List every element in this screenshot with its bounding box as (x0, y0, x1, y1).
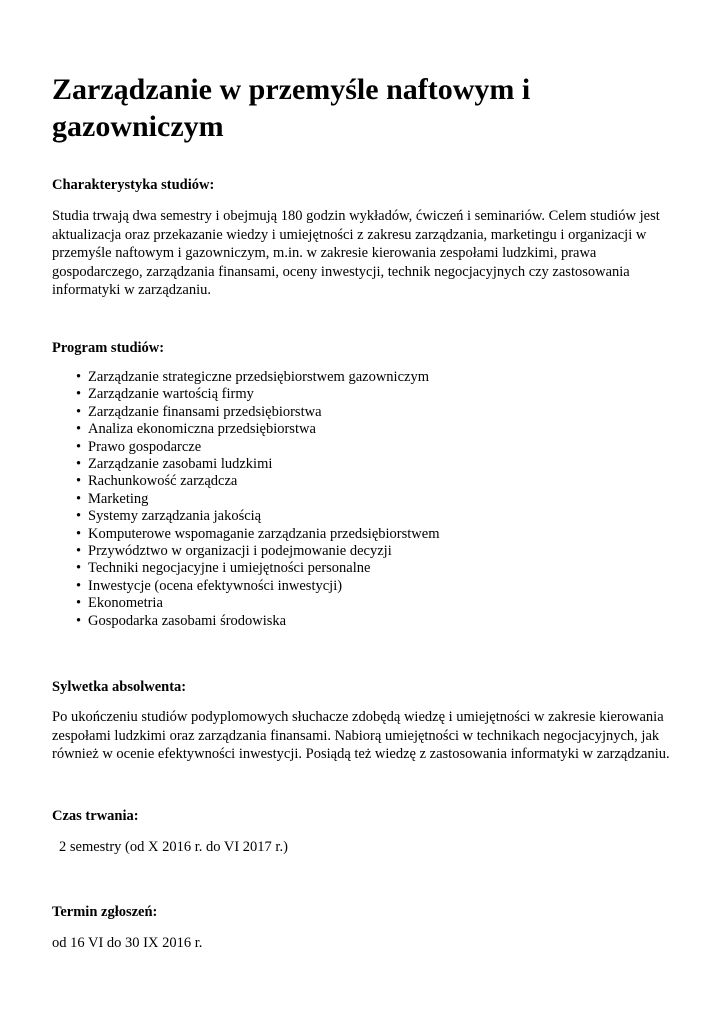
list-item-label: Marketing (88, 490, 149, 507)
bullet-icon: • (76, 612, 82, 629)
list-item-label: Inwestycje (ocena efektywności inwestycji) (88, 577, 343, 594)
list-item-label: Systemy zarządzania jakością (88, 508, 262, 525)
list-item (76, 369, 439, 386)
list-item (76, 473, 439, 490)
document-title: Zarządzanie w przemyśle naftowym i gazowniczym (52, 73, 531, 143)
program-heading: Program studiów: (52, 340, 165, 356)
bullet-icon: • (76, 438, 82, 455)
bullet-icon: • (76, 543, 82, 560)
list-item-label: Zarządzanie wartością firmy (88, 386, 254, 403)
list-item (76, 386, 439, 403)
bullet-icon: • (76, 473, 82, 490)
characteristics-heading: Charakterystyka studiów: (52, 177, 215, 193)
list-item-label: Ekonometria (88, 595, 163, 612)
bullet-icon: • (76, 490, 82, 507)
bullet-icon: • (76, 525, 82, 542)
list-item (76, 491, 439, 508)
graduate-text: Po ukończeniu studiów podyplomowych słuchacze zdobędą wiedzę i umiejętności w zakresie kierowania zespołami ludzkimi oraz zarządzania finansami. Nabiorą umiejętności w technikach negocjacyjnych, jak również w ocenie efektywności inwestycji. Posiądą też wiedzę z zastosowania informatyki w zarządzaniu. (52, 709, 670, 762)
list-item-label: Analiza ekonomiczna przedsiębiorstwa (88, 421, 316, 438)
list-item (76, 508, 439, 525)
list-item-label: Gospodarka zasobami środowiska (88, 612, 287, 629)
bullet-icon: • (76, 560, 82, 577)
bullet-icon: • (76, 421, 82, 438)
list-item (76, 613, 439, 630)
bullet-icon: • (76, 595, 82, 612)
list-item (76, 595, 439, 612)
list-item-label: Zarządzanie zasobami ludzkimi (88, 456, 273, 473)
list-item-label: Techniki negocjacyjne i umiejętności personalne (88, 560, 371, 577)
list-item (76, 560, 439, 577)
bullet-icon: • (76, 369, 82, 385)
bullet-icon: • (76, 456, 82, 473)
program-list (76, 369, 439, 630)
list-item (76, 421, 439, 438)
list-item (76, 404, 439, 421)
deadline-heading: Termin zgłoszeń: (52, 904, 158, 920)
duration-heading: Czas trwania: (52, 808, 139, 824)
characteristics-text: Studia trwają dwa semestry i obejmują 180 godzin wykładów, ćwiczeń i seminariów. Celem studiów jest aktualizacja oraz przekazanie wiedzy i umiejętności z zakresu zarządzania, marketingu i organizacji w przemyśle naftowym i gazowniczym, m.in. w zakresie kierowania zespołami ludzkimi, prawa gospodarczego, zarządzania finansami, oceny inwestycji, technik negocjacyjnych czy zastosowania informatyki w zarządzaniu. (52, 208, 660, 298)
list-item-label: Przywództwo w organizacji i podejmowanie decyzji (88, 543, 392, 560)
list-item (76, 543, 439, 560)
list-item (76, 456, 439, 473)
list-item-label: Zarządzanie strategiczne przedsiębiorstwem gazowniczym (88, 369, 429, 385)
deadline-text: od 16 VI do 30 IX 2016 r. (52, 935, 203, 951)
list-item (76, 578, 439, 595)
list-item-label: Zarządzanie finansami przedsiębiorstwa (88, 403, 322, 420)
bullet-icon: • (76, 386, 82, 403)
duration-text: 2 semestry (od X 2016 r. do VI 2017 r.) (59, 839, 288, 855)
list-item-label: Prawo gospodarcze (88, 438, 202, 455)
bullet-icon: • (76, 508, 82, 525)
list-item-label: Komputerowe wspomaganie zarządzania przedsiębiorstwem (88, 525, 440, 542)
bullet-icon: • (76, 577, 82, 594)
bullet-icon: • (76, 403, 82, 420)
graduate-heading: Sylwetka absolwenta: (52, 679, 187, 695)
list-item-label: Rachunkowość zarządcza (88, 473, 238, 490)
list-item (76, 526, 439, 543)
list-item (76, 439, 439, 456)
